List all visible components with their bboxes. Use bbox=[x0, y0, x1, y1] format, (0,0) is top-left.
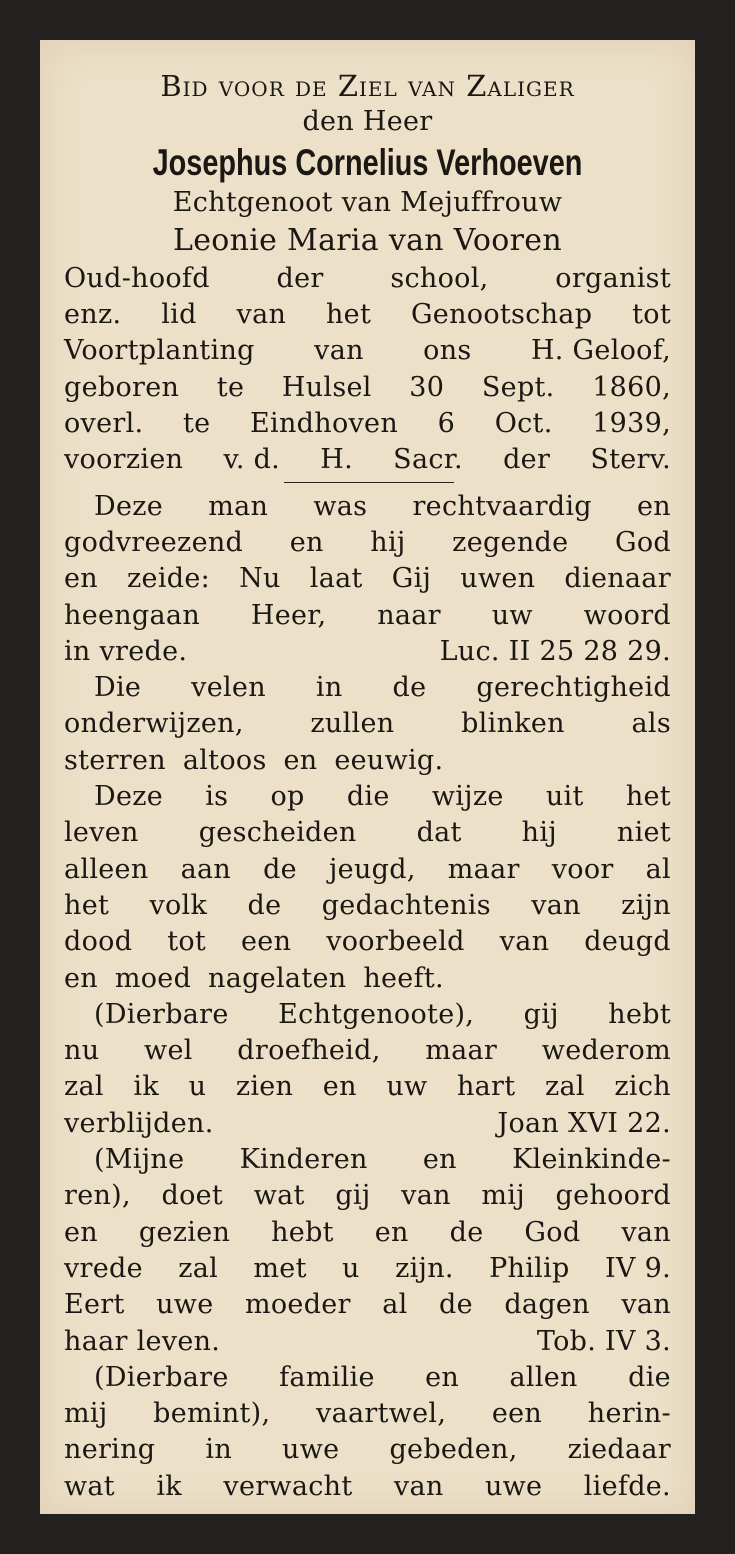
verse-line bbox=[64, 525, 671, 561]
verse-line bbox=[64, 888, 671, 924]
verse-word: gebeden, bbox=[389, 1434, 518, 1466]
verse-word: jeugd, bbox=[329, 853, 416, 885]
bio-word: der bbox=[503, 444, 551, 476]
verse-word: vaartwel, bbox=[316, 1398, 447, 1430]
verse-word: sterren altoos en eeuwig. bbox=[64, 744, 444, 776]
verse-word: Kinderen bbox=[239, 1144, 368, 1176]
verse-word: op bbox=[270, 781, 305, 813]
verse-word: gezien bbox=[138, 1216, 231, 1248]
verse-word: al bbox=[382, 1289, 408, 1321]
verse-line bbox=[64, 1469, 671, 1505]
verse-word: zijn. bbox=[395, 1252, 454, 1284]
prayer-heading: Bid voor de Ziel van Zaliger bbox=[160, 69, 575, 103]
verse-word: Heer, bbox=[250, 599, 327, 631]
verse-word: en bbox=[425, 1361, 460, 1393]
bio-word: lid bbox=[161, 299, 197, 331]
verse-line bbox=[64, 1069, 671, 1105]
verse-word: de bbox=[439, 1289, 473, 1321]
divider-wrap bbox=[64, 479, 671, 489]
verse-word: (Mijne bbox=[94, 1144, 185, 1176]
verse-word: het bbox=[625, 781, 671, 813]
verse-word: een bbox=[491, 1398, 543, 1430]
bio-word: te bbox=[183, 408, 211, 440]
verse-line bbox=[64, 924, 671, 960]
verse-word: tot bbox=[167, 926, 207, 958]
verse-word: allen bbox=[509, 1361, 578, 1393]
verse-word: in bbox=[205, 1434, 233, 1466]
bio-word: tot bbox=[632, 299, 671, 331]
verse-word: die bbox=[628, 1361, 671, 1393]
verse-line bbox=[64, 1215, 671, 1251]
deceased-name: Josephus Cornelius Verhoeven bbox=[152, 141, 583, 183]
verse-line bbox=[64, 1033, 671, 1069]
verse-word: mij bbox=[64, 1398, 108, 1430]
verse-line bbox=[64, 815, 671, 851]
verse-word: gij bbox=[523, 998, 559, 1030]
verse-line bbox=[64, 489, 671, 525]
bio-word: der bbox=[276, 262, 324, 294]
verse-word: ziedaar bbox=[567, 1434, 671, 1466]
verse-word: Eert bbox=[64, 1289, 125, 1321]
verse-word: godvreezend bbox=[64, 526, 244, 558]
verse-word: gij bbox=[335, 1180, 371, 1212]
bio-word: 1860, bbox=[592, 371, 671, 403]
verse-word: (Dierbare bbox=[94, 998, 229, 1030]
verse-word: zal bbox=[64, 1071, 104, 1103]
verse-word: liefde. bbox=[583, 1470, 671, 1502]
verse-word: uw bbox=[491, 599, 533, 631]
bio-line bbox=[64, 297, 671, 333]
verse-word: woord bbox=[583, 599, 671, 631]
verse-word: van bbox=[499, 926, 550, 958]
verse-word: wijze bbox=[431, 781, 504, 813]
verse-word: van bbox=[621, 1289, 671, 1321]
verse-word: zien bbox=[235, 1071, 294, 1103]
verse-word: deugd bbox=[584, 926, 671, 958]
verse-word: alleen bbox=[64, 853, 149, 885]
verse-word: voorbeeld bbox=[326, 926, 465, 958]
verse-word: uwe bbox=[282, 1434, 340, 1466]
verse-word: verblijden. bbox=[64, 1107, 214, 1139]
verse-word: herin- bbox=[587, 1398, 671, 1430]
verse-word: ik bbox=[156, 1470, 182, 1502]
verse-word: Die bbox=[94, 672, 142, 704]
verse-word: zegende bbox=[452, 526, 569, 558]
verse-word: niet bbox=[616, 817, 671, 849]
verse-word: laat bbox=[309, 563, 363, 595]
verse-word: leven bbox=[64, 817, 139, 849]
verse-word: zullen bbox=[310, 708, 395, 740]
verse-line bbox=[64, 743, 671, 779]
verse-line bbox=[64, 1178, 671, 1214]
verse-word: en bbox=[64, 1216, 98, 1248]
verse-word: zal bbox=[544, 1071, 585, 1103]
verse-line bbox=[64, 1360, 671, 1396]
verse-word: het bbox=[64, 889, 110, 921]
bio-word: Voortplanting bbox=[64, 335, 255, 367]
biography bbox=[64, 261, 671, 479]
bio-line bbox=[64, 370, 671, 406]
verse-word: ik bbox=[133, 1071, 160, 1103]
verse-word: is bbox=[205, 781, 229, 813]
verse-word: blinken bbox=[461, 708, 565, 740]
verse-word: hart bbox=[456, 1071, 516, 1103]
verse-word: al bbox=[645, 853, 671, 885]
verse-word: naar bbox=[377, 599, 441, 631]
verse-word: en moed nagelaten heeft. bbox=[64, 962, 444, 994]
verse-word: in bbox=[315, 672, 343, 704]
verse-word: van bbox=[531, 889, 581, 921]
verses bbox=[64, 489, 671, 1505]
verse-line bbox=[64, 852, 671, 888]
verse-word: droefheid, bbox=[237, 1035, 381, 1067]
verse-word: velen bbox=[191, 672, 266, 704]
spouse-name: Leonie Maria van Vooren bbox=[173, 222, 562, 258]
bio-word: geboren bbox=[64, 371, 180, 403]
verse-word: bemint), bbox=[153, 1398, 271, 1430]
bio-line bbox=[64, 406, 671, 442]
verse-word: u bbox=[188, 1071, 207, 1103]
verse-word: IV 9. bbox=[604, 1252, 671, 1284]
verse-word: een bbox=[241, 926, 292, 958]
verse-word: uwen bbox=[460, 563, 536, 595]
bio-line bbox=[64, 261, 671, 297]
verse-word: van bbox=[393, 1470, 444, 1502]
bio-word: het bbox=[325, 299, 372, 331]
bio-word: 30 bbox=[409, 371, 445, 403]
verse-word: wederom bbox=[541, 1035, 671, 1067]
verse-word: was bbox=[313, 490, 368, 522]
verse-word: nu bbox=[64, 1035, 100, 1067]
verse-word: maar bbox=[425, 1035, 498, 1067]
verse-word: volk bbox=[149, 889, 208, 921]
verse-word: de bbox=[263, 853, 297, 885]
bio-word: voorzien bbox=[64, 444, 184, 476]
verse-word: rechtvaardig bbox=[412, 490, 592, 522]
bio-word: Oud-hoofd bbox=[64, 262, 210, 294]
verse-word: uit bbox=[545, 781, 584, 813]
bio-word: overl. bbox=[64, 408, 144, 440]
verse-word: zal bbox=[178, 1252, 219, 1284]
verse-word: uwe bbox=[156, 1289, 214, 1321]
verse-word: zeide: bbox=[127, 563, 211, 595]
spouse-intro: Echtgenoot van Mejuffrouw bbox=[172, 186, 563, 218]
verse-word: Luc. II 25 28 29. bbox=[439, 635, 671, 667]
verse-line bbox=[64, 670, 671, 706]
verse-line bbox=[64, 779, 671, 815]
verse-line bbox=[64, 1396, 671, 1432]
bio-word: Hulsel bbox=[281, 371, 372, 403]
verse-word: gescheiden bbox=[198, 817, 357, 849]
verse-line bbox=[64, 1106, 671, 1142]
verse-line bbox=[64, 598, 671, 634]
bio-word: v. d. bbox=[223, 444, 281, 476]
honorific: den Heer bbox=[302, 106, 433, 138]
verse-word: in vrede. bbox=[64, 635, 188, 667]
verse-word: moeder bbox=[244, 1289, 351, 1321]
verse-word: hij bbox=[370, 526, 406, 558]
verse-word: God bbox=[524, 1216, 581, 1248]
verse-line bbox=[64, 961, 671, 997]
verse-word: en bbox=[64, 563, 98, 595]
verse-word: Deze bbox=[94, 490, 164, 522]
verse-word: vrede bbox=[64, 1252, 143, 1284]
bio-word: enz. bbox=[64, 299, 122, 331]
verse-word: gedachtenis bbox=[321, 889, 491, 921]
verse-word: de bbox=[247, 889, 282, 921]
card-text bbox=[64, 68, 671, 1505]
verse-word: mij bbox=[481, 1180, 525, 1212]
verse-word: man bbox=[208, 490, 269, 522]
verse-line bbox=[64, 1251, 671, 1287]
verse-word: als bbox=[631, 708, 671, 740]
verse-word: onderwijzen, bbox=[64, 708, 244, 740]
verse-word: dat bbox=[416, 817, 462, 849]
verse-word: uw bbox=[386, 1071, 428, 1103]
bio-word: Eindhoven bbox=[250, 408, 399, 440]
verse-word: Joan XVI 22. bbox=[497, 1107, 671, 1139]
bio-word: Sept. bbox=[481, 371, 555, 403]
verse-word: Philip bbox=[489, 1252, 570, 1284]
verse-word: God bbox=[614, 526, 671, 558]
verse-word: en bbox=[637, 490, 671, 522]
verse-word: voor bbox=[551, 853, 614, 885]
card-paper bbox=[40, 40, 695, 1514]
bio-word: Sterv. bbox=[590, 444, 671, 476]
verse-line bbox=[64, 1287, 671, 1323]
verse-word: Nu bbox=[239, 563, 281, 595]
bio-word: 6 bbox=[437, 408, 456, 440]
verse-word: uwe bbox=[484, 1470, 543, 1502]
verse-word: doet bbox=[161, 1180, 224, 1212]
verse-word: en bbox=[322, 1071, 357, 1103]
verse-word: gerechtigheid bbox=[476, 672, 671, 704]
verse-word: hij bbox=[521, 817, 557, 849]
verse-word: dienaar bbox=[564, 563, 671, 595]
verse-word: gehoord bbox=[555, 1180, 671, 1212]
verse-word: Echtgenoote), bbox=[278, 998, 475, 1030]
verse-word: wel bbox=[144, 1035, 193, 1067]
bio-line bbox=[64, 333, 671, 369]
verse-line bbox=[64, 997, 671, 1033]
verse-word: de bbox=[449, 1216, 484, 1248]
verse-word: nering bbox=[64, 1434, 156, 1466]
verse-word: aan bbox=[180, 853, 232, 885]
verse-word: zijn bbox=[621, 889, 671, 921]
verse-word: (Dierbare bbox=[94, 1361, 229, 1393]
bio-word: H. Geloof, bbox=[530, 335, 671, 367]
verse-line bbox=[64, 561, 671, 597]
verse-word: heengaan bbox=[64, 599, 201, 631]
verse-word: en bbox=[374, 1216, 409, 1248]
verse-word: Tob. IV 3. bbox=[536, 1325, 671, 1357]
verse-word: Gij bbox=[391, 563, 432, 595]
verse-word: en bbox=[289, 526, 324, 558]
verse-word: Kleinkinde- bbox=[512, 1144, 671, 1176]
verse-word: de bbox=[392, 672, 427, 704]
bio-word: Sacr. bbox=[393, 444, 463, 476]
verse-word: wat bbox=[64, 1470, 115, 1502]
bio-word: te bbox=[216, 371, 245, 403]
verse-word: wat bbox=[253, 1180, 305, 1212]
verse-word: zich bbox=[614, 1071, 671, 1103]
verse-word: familie bbox=[279, 1361, 375, 1393]
bio-word: van bbox=[236, 299, 287, 331]
verse-word: dagen bbox=[504, 1289, 590, 1321]
bio-line bbox=[64, 442, 671, 478]
verse-line bbox=[64, 634, 671, 670]
verse-line bbox=[64, 1142, 671, 1178]
verse-line bbox=[64, 1324, 671, 1360]
bio-word: H. bbox=[320, 444, 353, 476]
bio-word: ons bbox=[423, 335, 472, 367]
verse-word: Deze bbox=[94, 781, 164, 813]
verse-word: met bbox=[253, 1252, 307, 1284]
verse-word: van bbox=[401, 1180, 451, 1212]
verse-word: hebt bbox=[608, 998, 671, 1030]
bio-word: organist bbox=[555, 262, 671, 294]
bio-word: van bbox=[314, 335, 364, 367]
verse-word: verwacht bbox=[223, 1470, 353, 1502]
bio-word: Oct. bbox=[494, 408, 553, 440]
bio-word: school, bbox=[390, 262, 489, 294]
verse-line bbox=[64, 1432, 671, 1468]
verse-word: dood bbox=[64, 926, 133, 958]
bio-word: Genootschap bbox=[410, 299, 593, 331]
verse-word: en bbox=[422, 1144, 457, 1176]
divider-rule bbox=[284, 482, 454, 483]
verse-word: van bbox=[621, 1216, 671, 1248]
verse-word: u bbox=[342, 1252, 360, 1284]
verse-word: hebt bbox=[271, 1216, 334, 1248]
bio-word: 1939, bbox=[592, 408, 671, 440]
verse-word: haar leven. bbox=[64, 1325, 221, 1357]
verse-word: die bbox=[346, 781, 390, 813]
verse-word: ren), bbox=[64, 1180, 131, 1212]
verse-line bbox=[64, 706, 671, 742]
verse-word: maar bbox=[447, 853, 520, 885]
